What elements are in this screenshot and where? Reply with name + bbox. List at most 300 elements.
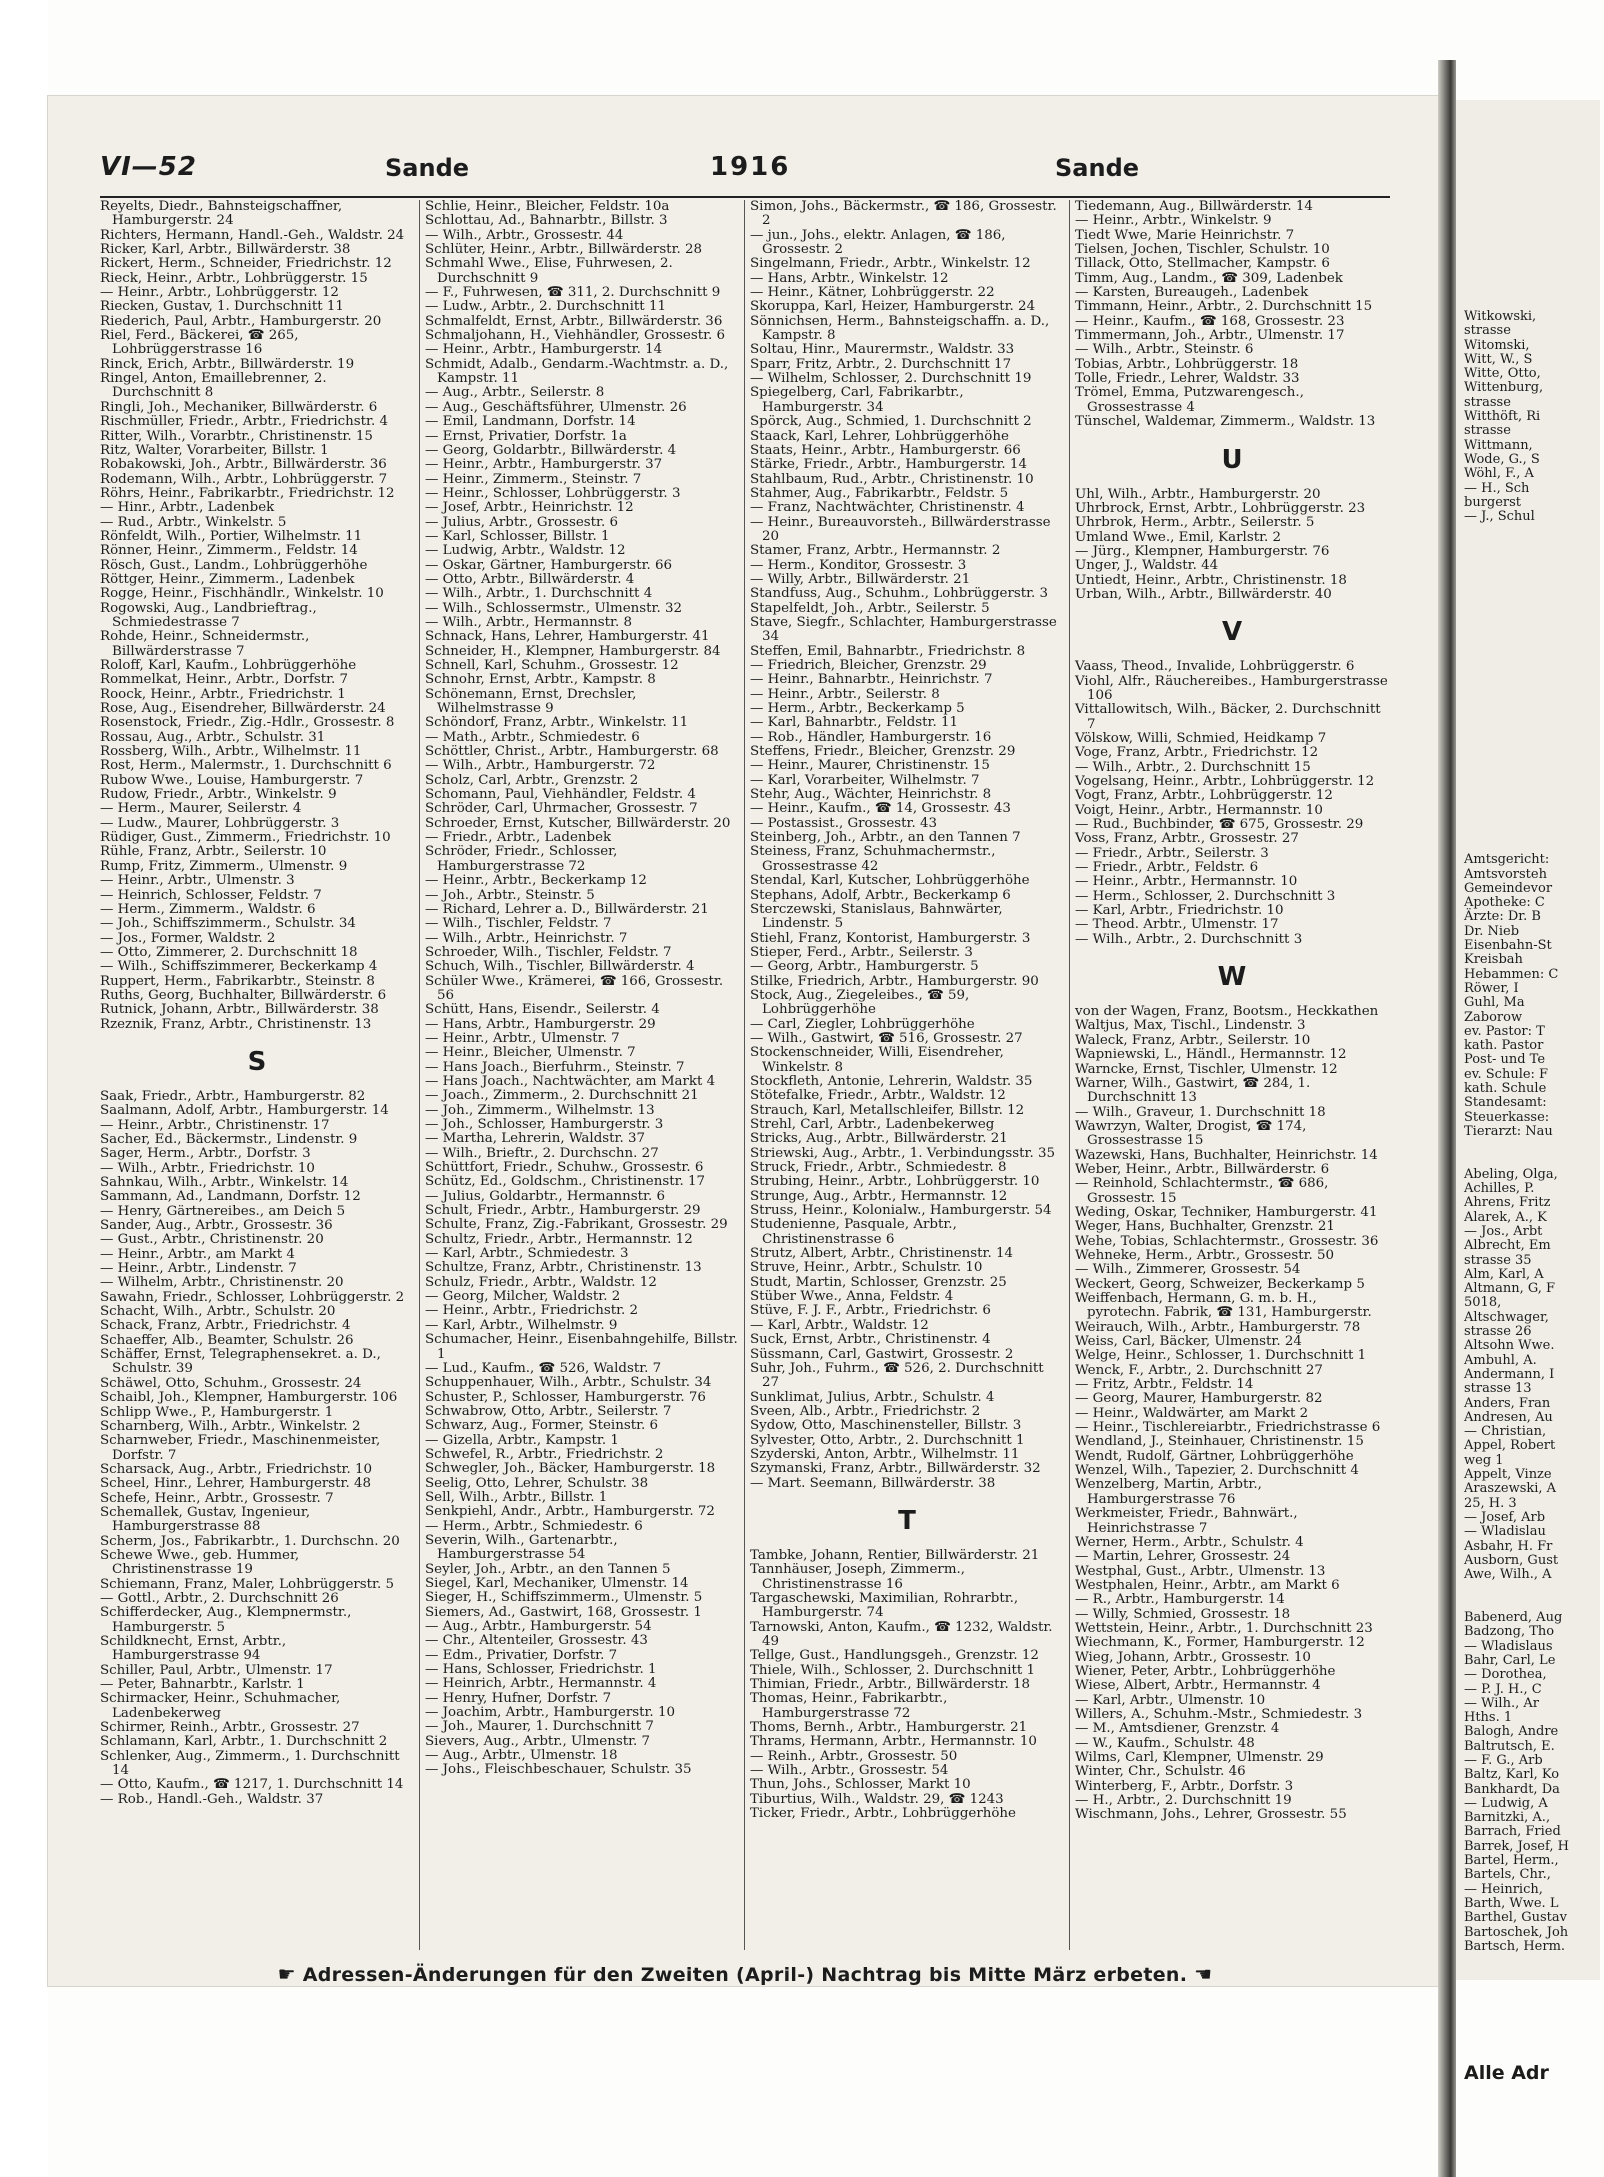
facing-page-line (1464, 768, 1604, 782)
directory-entry: Rinck, Erich, Arbtr., Billwärderstr. 19 (100, 356, 355, 372)
directory-entry: Rickert, Herm., Schneider, Friedrichstr. 12 (100, 256, 392, 272)
facing-page-line (1464, 610, 1604, 624)
directory-entry: Sieger, H., Schiffszimmerm., Ulmenstr. 5 (425, 1590, 703, 1606)
facing-page-line: Witte, Otto, (1464, 366, 1541, 382)
directory-entry: Suck, Ernst, Arbtr., Christinenstr. 4 (750, 1332, 991, 1348)
directory-entry: — Georg, Milcher, Waldstr. 2 (425, 1289, 621, 1305)
directory-entry: Seyler, Joh., Arbtr., an den Tannen 5 (425, 1561, 671, 1577)
directory-entry: Waleck, Franz, Arbtr., Seilerstr. 10 (1075, 1032, 1311, 1048)
directory-entry: — Heinr., Kätner, Lohbrüggerstr. 22 (750, 285, 995, 301)
facing-page-line: — F. G., Arb (1464, 1752, 1543, 1768)
directory-entry: Schlamann, Karl, Arbtr., 1. Durchschnitt 2 (100, 1734, 388, 1750)
facing-page-line: strasse (1464, 394, 1511, 410)
directory-entry: Unger, J., Waldstr. 44 (1075, 558, 1219, 574)
directory-entry: Schwefel, R., Arbtr., Friedrichstr. 2 (425, 1446, 664, 1462)
directory-entry: — Karl, Arbtr., Schmiedestr. 3 (425, 1246, 629, 1262)
directory-entry: — jun., Johs., elektr. Anlagen, ☎ 186, Grossestr. 2 (750, 227, 1006, 258)
facing-page-line: Wode, G., S (1464, 451, 1540, 467)
directory-entry: Roloff, Karl, Kaufm., Lohbrüggerhöhe (100, 658, 357, 673)
facing-page-line: Witthöft, Ri (1464, 409, 1541, 425)
directory-entry: Thomas, Heinr., Fabrikarbtr., Hamburgerstrasse 72 (750, 1691, 948, 1721)
directory-entry: — Wilh., Arbtr., Hamburgerstr. 72 (425, 758, 656, 774)
facing-page-line: Badzong, Tho (1464, 1624, 1555, 1640)
directory-entry: — Julius, Goldarbtr., Hermannstr. 6 (425, 1188, 666, 1204)
directory-entry: — Wilh., Arbtr., 2. Durchschnitt 15 (1075, 759, 1311, 775)
directory-entry: Schiller, Paul, Arbtr., Ulmenstr. 17 (100, 1662, 333, 1678)
directory-entry: Stärke, Friedr., Arbtr., Hamburgerstr. 14 (750, 457, 1027, 473)
directory-entry: Schnell, Karl, Schuhm., Grossestr. 12 (425, 658, 679, 673)
directory-entry: Struve, Heinr., Arbtr., Schulstr. 10 (750, 1260, 983, 1276)
directory-entry: Westphalen, Heinr., Arbtr., am Markt 6 (1075, 1577, 1340, 1593)
directory-entry: Scholz, Carl, Arbtr., Grenzstr. 2 (425, 772, 639, 788)
directory-entry: — Ernst, Privatier, Dorfstr. 1a (425, 428, 627, 444)
directory-entry: — Herm., Arbtr., Beckerkamp 5 (750, 701, 965, 717)
directory-entry: Severin, Wilh., Gartenarbtr., Hamburgerstrasse 54 (425, 1532, 618, 1563)
facing-page-line: 25, H. 3 (1464, 1495, 1517, 1511)
facing-page-line: Altmann, G, F (1464, 1281, 1556, 1297)
directory-entry: Sievers, Aug., Arbtr., Ulmenstr. 7 (425, 1733, 651, 1749)
directory-entry: — Hans Joach., Nachtwächter, am Markt 4 (425, 1073, 716, 1089)
pointing-hand-right-icon: ☚ (1194, 1962, 1213, 1986)
facing-page-line: Barth, Wwe. L (1464, 1895, 1559, 1911)
directory-entry: Wieg, Johann, Arbtr., Grossestr. 10 (1075, 1649, 1311, 1665)
page-footer (100, 1962, 1390, 1986)
directory-entry: Rischmüller, Friedr., Arbtr., Friedrichstr. 4 (100, 414, 388, 430)
facing-page-line (1464, 667, 1604, 681)
directory-entry: Stamer, Franz, Arbtr., Hermannstr. 2 (750, 543, 1001, 559)
facing-page-line (1464, 739, 1604, 753)
directory-entry: Wiechmann, K., Former, Hamburgerstr. 12 (1075, 1635, 1365, 1651)
facing-page-line (1464, 810, 1604, 824)
facing-page-line (1464, 582, 1604, 596)
facing-page-line: — Ludwig, A (1464, 1795, 1548, 1811)
directory-entry: — Wilh., Graveur, 1. Durchschnitt 18 (1075, 1104, 1326, 1120)
directory-entry: Sparr, Fritz, Arbtr., 2. Durchschnitt 17 (750, 356, 1012, 372)
directory-entry: Schefe, Heinr., Arbtr., Grossestr. 7 (100, 1490, 334, 1506)
facing-page-line (1464, 725, 1604, 739)
facing-page-line: Ärzte: Dr. B (1464, 909, 1541, 925)
directory-entry: Wenzel, Wilh., Tapezier, 2. Durchschnitt 4 (1075, 1463, 1359, 1479)
directory-entry: Sager, Herm., Arbtr., Dorfstr. 3 (100, 1146, 311, 1162)
directory-entry: Rutnick, Johann, Arbtr., Billwärderstr. 38 (100, 1002, 379, 1018)
directory-entry: Ruppert, Herm., Fabrikarbtr., Steinstr. 8 (100, 973, 375, 989)
directory-entry: Staats, Heinr., Arbtr., Hamburgerstr. 66 (750, 442, 1021, 458)
directory-entry: — Karl, Arbtr., Friedrichstr. 10 (1075, 903, 1284, 919)
directory-entry: — Carl, Ziegler, Lohbrüggerhöhe (750, 1016, 975, 1032)
directory-entry: Stendal, Karl, Kutscher, Lohbrüggerhöhe (750, 873, 1030, 889)
facing-page (1456, 100, 1600, 2084)
directory-entry: Rudow, Friedr., Arbtr., Winkelstr. 9 (100, 787, 337, 803)
facing-page-line: strasse 13 (1464, 1381, 1532, 1397)
directory-entry: Stieper, Ferd., Arbtr., Seilerstr. 3 (750, 944, 973, 960)
directory-entry: — Karl, Arbtr., Ulmenstr. 10 (1075, 1692, 1266, 1708)
directory-entry: — Heinr., Bahnarbtr., Heinrichstr. 7 (750, 672, 993, 688)
facing-page-line: Bahr, Carl, Le (1464, 1652, 1556, 1668)
directory-entry: Sylvester, Otto, Arbtr., 2. Durchschnitt 1 (750, 1432, 1025, 1448)
directory-entry: — Henry, Gärtnereibes., am Deich 5 (100, 1203, 346, 1219)
facing-page-line: Eisenbahn-St (1464, 938, 1552, 954)
directory-entry: Schirmacker, Heinr., Schuhmacher, Ladenbekerweg (100, 1691, 341, 1721)
directory-entry: von der Wagen, Franz, Bootsm., Heckkathen (1075, 1004, 1379, 1020)
directory-entry: Wendland, J., Steinhauer, Christinenstr. 15 (1075, 1434, 1364, 1450)
directory-entry: Uhrbrok, Herm., Arbtr., Seilerstr. 5 (1075, 515, 1315, 531)
directory-entry: Szyderski, Anton, Arbtr., Wilhelmstr. 11 (750, 1446, 1020, 1462)
directory-entry: Szymanski, Franz, Arbtr., Billwärderstr. 32 (750, 1461, 1041, 1477)
directory-entry: Skoruppa, Karl, Heizer, Hamburgerstr. 24 (750, 299, 1036, 315)
directory-entry: Rodemann, Wilh., Arbtr., Lohbrüggerstr. 7 (100, 471, 388, 487)
facing-page-footer: Alle Adr (1464, 2062, 1549, 2084)
directory-entry: Schroeder, Ernst, Kutscher, Billwärderstr. 20 (425, 815, 731, 831)
column-divider (1069, 200, 1070, 1950)
directory-entry: — W., Kaufm., Schulstr. 48 (1075, 1735, 1255, 1751)
directory-entry: Wazewski, Hans, Buchhalter, Heinrichstr. 14 (1075, 1147, 1378, 1163)
directory-entry: Schütz, Ed., Goldschm., Christinenstr. 17 (425, 1174, 706, 1190)
directory-entry: — F., Fuhrwesen, ☎ 311, 2. Durchschnitt 9 (425, 285, 721, 301)
directory-entry: Schüler Wwe., Krämerei, ☎ 166, Grossestr. 56 (425, 973, 724, 1003)
directory-entry: Stüve, F. J. F., Arbtr., Friedrichstr. 6 (750, 1303, 991, 1319)
facing-page-line: Balogh, Andre (1464, 1724, 1559, 1740)
directory-entry: Schulte, Franz, Zig.-Fabrikant, Grossestr. 29 (425, 1217, 728, 1233)
directory-entry: — Rud., Buchbinder, ☎ 675, Grossestr. 29 (1075, 817, 1364, 833)
directory-entry: Wischmann, Johs., Lehrer, Grossestr. 55 (1075, 1807, 1347, 1823)
directory-entry: — Richard, Lehrer a. D., Billwärderstr. 21 (425, 901, 709, 917)
directory-entry: Saak, Friedr., Arbtr., Hamburgerstr. 82 (100, 1088, 366, 1104)
directory-entry: — Wilh., Tischler, Feldstr. 7 (425, 916, 612, 932)
directory-entry: Rommelkat, Heinr., Arbtr., Dorfstr. 7 (100, 672, 349, 688)
directory-entry: — Wilh., Arbtr., Heinrichstr. 7 (425, 930, 628, 946)
directory-entry: — Oskar, Gärtner, Hamburgerstr. 66 (425, 557, 673, 573)
directory-entry: Strehl, Carl, Arbtr., Ladenbekerweg (750, 1117, 995, 1132)
directory-entry: Tielsen, Jochen, Tischler, Schulstr. 10 (1075, 242, 1330, 258)
directory-entry: Welge, Heinr., Schlosser, 1. Durchschnitt 1 (1075, 1348, 1367, 1364)
directory-entry: — Friedr., Arbtr., Ladenbek (425, 830, 612, 846)
facing-page-line (1464, 682, 1604, 696)
facing-page-line: ev. Schule: F (1464, 1066, 1549, 1082)
directory-entry: Roock, Heinr., Arbtr., Friedrichstr. 1 (100, 686, 346, 702)
facing-page-line (1464, 539, 1604, 553)
directory-entry: Rosenstock, Friedr., Zig.-Hdlr., Grossestr. 8 (100, 715, 395, 731)
directory-entry: — Friedrich, Bleicher, Grenzstr. 29 (750, 658, 987, 673)
directory-entry: Timmermann, Joh., Arbtr., Ulmenstr. 17 (1075, 328, 1345, 344)
facing-page-line: Altsohn Wwe. (1464, 1338, 1555, 1354)
directory-entry: Spiegelberg, Carl, Fabrikarbtr., Hamburgerstr. 34 (750, 385, 964, 415)
directory-entry: — Reinhold, Schlachtermstr., ☎ 686, Grossestr. 15 (1075, 1176, 1329, 1206)
directory-entry: Stricks, Aug., Arbtr., Billwärderstr. 21 (750, 1131, 1008, 1147)
column-3 (750, 200, 1064, 1950)
directory-entry: Scherm, Jos., Fabrikarbtr., 1. Durchschn. 20 (100, 1533, 400, 1549)
directory-entry: Rump, Fritz, Zimmerm., Ulmenstr. 9 (100, 858, 348, 874)
directory-entry: Völskow, Willi, Schmied, Heidkamp 7 (1075, 730, 1327, 746)
directory-entry: Thrams, Hermann, Arbtr., Hermannstr. 10 (750, 1734, 1037, 1750)
directory-entry: Voss, Franz, Arbtr., Grossestr. 27 (1075, 831, 1299, 847)
directory-entry: Schöttler, Christ., Arbtr., Hamburgerstr. 68 (425, 744, 719, 760)
directory-entry: — Georg, Arbtr., Hamburgerstr. 5 (750, 959, 979, 975)
directory-entry: — Theod. Arbtr., Ulmenstr. 17 (1075, 917, 1279, 933)
directory-entry: Stötefalke, Friedr., Arbtr., Waldstr. 12 (750, 1088, 1006, 1104)
directory-entry: — Herm., Schlosser, 2. Durchschnitt 3 (1075, 888, 1336, 904)
facing-page-line: Ausborn, Gust (1464, 1552, 1559, 1568)
directory-entry: Schönemann, Ernst, Drechsler, Wilhelmstrasse 9 (425, 686, 637, 717)
directory-entry: — Jürg., Klempner, Hamburgerstr. 76 (1075, 543, 1330, 559)
directory-entry: — Heinr., Arbtr., Ulmenstr. 3 (100, 873, 295, 889)
section-letter: T (898, 1505, 916, 1536)
directory-entry: — Herm., Zimmerm., Waldstr. 6 (100, 901, 316, 917)
directory-entry: Ritter, Wilh., Vorarbtr., Christinenstr. 15 (100, 428, 373, 444)
facing-page-line (1464, 553, 1604, 567)
directory-entry: Standfuss, Aug., Schuhm., Lohbrüggerstr. 3 (750, 586, 1049, 602)
directory-entry: Werkmeister, Friedr., Bahnwärt., Heinrichstrasse 7 (1075, 1506, 1298, 1536)
directory-entry: Rossau, Aug., Arbtr., Schulstr. 31 (100, 729, 326, 745)
directory-entry: Staack, Karl, Lehrer, Lohbrüggerhöhe (750, 428, 1009, 444)
directory-entry: — Gust., Arbtr., Christinenstr. 20 (100, 1232, 324, 1248)
directory-entry: — Wilh., Schiffszimmerer, Beckerkamp 4 (100, 959, 378, 975)
directory-entry: — Rob., Handl.-Geh., Waldstr. 37 (100, 1791, 324, 1807)
directory-entry: — Heinr., Arbtr., Friedrichstr. 2 (425, 1303, 639, 1319)
directory-entry: — Karsten, Bureaugeh., Ladenbek (1075, 285, 1309, 301)
directory-entry: Schöndorf, Franz, Arbtr., Winkelstr. 11 (425, 715, 689, 731)
directory-entry: Untiedt, Heinr., Arbtr., Christinenstr. 18 (1075, 572, 1347, 588)
directory-entry: — Martha, Lehrerin, Waldstr. 37 (425, 1131, 646, 1147)
directory-columns (100, 200, 1390, 1950)
directory-entry: Winterberg, F., Arbtr., Dorfstr. 3 (1075, 1778, 1294, 1794)
directory-entry: Rossberg, Wilh., Arbtr., Wilhelmstr. 11 (100, 744, 362, 760)
directory-entry: — Heinr., Arbtr., am Markt 4 (100, 1246, 295, 1262)
directory-entry: Schäwel, Otto, Schuhm., Grossestr. 24 (100, 1375, 362, 1391)
directory-entry: — Heinrich, Arbtr., Hermannstr. 4 (425, 1676, 657, 1692)
directory-entry: — Math., Arbtr., Schmiedestr. 6 (425, 729, 640, 745)
directory-entry: Schmaljohann, H., Viehhändler, Grossestr. 6 (425, 328, 726, 344)
facing-page-line (1464, 653, 1604, 667)
column-1 (100, 200, 414, 1950)
facing-page-line: Wittenburg, (1464, 380, 1544, 396)
directory-entry: Struck, Friedr., Arbtr., Schmiedestr. 8 (750, 1160, 1007, 1176)
facing-page-line: Amtsvorsteh (1464, 866, 1547, 882)
directory-entry: — Heinr., Schlosser, Lohbrüggerstr. 3 (425, 485, 681, 501)
directory-entry: — Reinh., Arbtr., Grossestr. 50 (750, 1748, 958, 1764)
directory-entry: — Wilh., Arbtr., Friedrichstr. 10 (100, 1160, 315, 1176)
facing-page-line: Baltz, Karl, Ko (1464, 1767, 1560, 1783)
directory-entry: Warncke, Ernst, Tischler, Ulmenstr. 12 (1075, 1061, 1338, 1077)
facing-page-line: Witt, W., S (1464, 351, 1533, 367)
directory-entry: — Joh., Schiffszimmerm., Schulstr. 34 (100, 916, 356, 932)
directory-entry: — Heinr., Bureauvorsteh., Billwärderstrasse 20 (750, 514, 1051, 544)
directory-entry: Tiburtius, Wilh., Waldstr. 29, ☎ 1243 (750, 1791, 1004, 1807)
directory-entry: — Heinr., Arbtr., Hermannstr. 10 (1075, 874, 1298, 890)
directory-entry: — Karl, Schlosser, Billstr. 1 (425, 528, 610, 544)
directory-entry: Schlüter, Heinr., Arbtr., Billwärderstr. 28 (425, 242, 703, 258)
section-letter: W (1217, 962, 1247, 993)
directory-entry: Vaass, Theod., Invalide, Lohbrüggerstr. 6 (1075, 659, 1355, 675)
directory-entry: — Hans, Schlosser, Friedrichstr. 1 (425, 1662, 657, 1678)
facing-page-line: Baltrutsch, E. (1464, 1738, 1555, 1754)
running-head-year: 1916 (710, 152, 791, 182)
directory-entry: Tambke, Johann, Rentier, Billwärderstr. 21 (750, 1547, 1040, 1563)
directory-entry: Urban, Wilh., Arbtr., Billwärderstr. 40 (1075, 586, 1332, 602)
directory-entry: — Heinr., Waldwärter, am Markt 2 (1075, 1405, 1309, 1421)
directory-entry: Steffens, Friedr., Bleicher, Grenzstr. 29 (750, 744, 1016, 760)
directory-entry: Siemers, Ad., Gastwirt, 168, Grossestr. 1 (425, 1604, 702, 1620)
directory-entry: Rubow Wwe., Louise, Hamburgerstr. 7 (100, 772, 364, 788)
scan-margin (0, 0, 48, 2177)
directory-entry: — R., Arbtr., Hamburgerstr. 14 (1075, 1592, 1285, 1608)
facing-page-line: Hths. 1 (1464, 1710, 1513, 1726)
directory-entry: Sönnichsen, Herm., Bahnsteigschaffn. a. D., Kampstr. 8 (750, 313, 1050, 344)
facing-page-line: Altschwager, (1464, 1309, 1549, 1325)
directory-entry: Rose, Aug., Eisendreher, Billwärderstr. 24 (100, 701, 386, 717)
directory-entry: Stave, Siegfr., Schlachter, Hamburgerstrasse 34 (750, 614, 1057, 645)
directory-entry: — Willy, Schmied, Grossestr. 18 (1075, 1606, 1291, 1622)
directory-entry: — Ludw., Arbtr., 2. Durchschnitt 11 (425, 299, 666, 315)
directory-entry: Strutz, Albert, Arbtr., Christinenstr. 14 (750, 1246, 1013, 1262)
directory-entry: Wendt, Rudolf, Gärtner, Lohbrüggerhöhe (1075, 1448, 1354, 1464)
directory-entry: — Postassist., Grossestr. 43 (750, 815, 938, 831)
directory-entry: — Gizella, Arbtr., Kampstr. 1 (425, 1432, 619, 1448)
directory-entry: Schack, Franz, Arbtr., Friedrichstr. 4 (100, 1318, 351, 1334)
directory-entry: Weckert, Georg, Schweizer, Beckerkamp 5 (1075, 1276, 1365, 1292)
directory-entry: Schulz, Friedr., Arbtr., Waldstr. 12 (425, 1274, 657, 1290)
directory-entry: Ritz, Walter, Vorarbeiter, Billstr. 1 (100, 442, 329, 458)
directory-entry: Schmahl Wwe., Elise, Fuhrwesen, 2. Durchschnitt 9 (425, 256, 673, 286)
directory-entry: Schumacher, Heinr., Eisenbahngehilfe, Billstr. 1 (425, 1332, 738, 1362)
facing-page-line: — H., Sch (1464, 480, 1530, 496)
directory-entry: Thimian, Friedr., Arbtr., Billwärderstr. 18 (750, 1677, 1030, 1693)
directory-entry: — Aug., Geschäftsführer, Ulmenstr. 26 (425, 399, 687, 415)
directory-entry: Schultze, Franz, Arbtr., Christinenstr. 13 (425, 1260, 702, 1276)
facing-page-line (1464, 625, 1604, 639)
facing-page-line (1464, 782, 1604, 796)
directory-entry: Schwarz, Aug., Former, Steinstr. 6 (425, 1418, 659, 1434)
facing-page-line: burgerst (1464, 494, 1522, 510)
directory-entry: Tannhäuser, Joseph, Zimmerm., Christinenstrasse 16 (750, 1562, 966, 1592)
facing-page-line (1464, 567, 1604, 581)
directory-entry: Westphal, Gust., Arbtr., Ulmenstr. 13 (1075, 1563, 1326, 1579)
directory-entry: Süssmann, Carl, Gastwirt, Grossestr. 2 (750, 1346, 1014, 1362)
facing-page-line: Ambuhl, A. (1464, 1352, 1537, 1368)
facing-page-line (1464, 753, 1604, 767)
directory-entry: Stiehl, Franz, Kontorist, Hamburgerstr. 3 (750, 930, 1031, 946)
directory-entry: — Joh., Zimmerm., Wilhelmstr. 13 (425, 1102, 655, 1118)
directory-entry: Saalmann, Adolf, Arbtr., Hamburgerstr. 14 (100, 1103, 389, 1119)
directory-entry: Sander, Aug., Arbtr., Grossestr. 36 (100, 1218, 333, 1234)
directory-entry: — Heinr., Arbtr., Lindenstr. 7 (100, 1261, 297, 1277)
directory-entry: — Karl, Bahnarbtr., Feldstr. 11 (750, 715, 959, 731)
facing-page-line: Witkowski, (1464, 309, 1537, 324)
facing-page-line (1464, 1154, 1604, 1168)
directory-entry: — Wilh., Arbtr., Steinstr. 6 (1075, 342, 1254, 358)
directory-entry: Struss, Heinr., Kolonialw., Hamburgerstr. 54 (750, 1203, 1052, 1219)
facing-page-line: Bartoschek, Joh (1464, 1924, 1569, 1940)
directory-entry: Wawrzyn, Walter, Drogist, ☎ 174, Grossestrasse 15 (1075, 1118, 1307, 1149)
directory-entry: — Herm., Konditor, Grossestr. 3 (750, 557, 967, 573)
facing-page-line: Standesamt: (1464, 1095, 1547, 1111)
directory-entry: — Wilhelm, Schlosser, 2. Durchschnitt 19 (750, 371, 1032, 387)
directory-entry: Schmalfeldt, Ernst, Arbtr., Billwärderstr. 36 (425, 313, 723, 329)
page-number: VI—52 (100, 152, 197, 182)
directory-entry: Weber, Heinr., Arbtr., Billwärderstr. 6 (1075, 1161, 1330, 1177)
directory-entry: — Gottl., Arbtr., 2. Durchschnitt 26 (100, 1590, 339, 1606)
facing-page-line: — P. J. H., C (1464, 1681, 1542, 1697)
directory-entry: Stüber Wwe., Anna, Feldstr. 4 (750, 1289, 954, 1305)
directory-entry: Wehneke, Herm., Arbtr., Grossestr. 50 (1075, 1247, 1335, 1263)
directory-entry: — Wilh., Zimmerer, Grossestr. 54 (1075, 1262, 1301, 1278)
directory-entry: — Wilh., Schlossermstr., Ulmenstr. 32 (425, 600, 683, 616)
directory-entry: Ticker, Friedr., Arbtr., Lohbrüggerhöhe (750, 1806, 1016, 1822)
directory-entry: Seelig, Otto, Lehrer, Schulstr. 38 (425, 1475, 649, 1491)
facing-page-line: Tierarzt: Nau (1464, 1123, 1553, 1139)
directory-entry: Schultz, Friedr., Arbtr., Hermannstr. 12 (425, 1231, 693, 1247)
directory-entry: Weding, Oskar, Techniker, Hamburgerstr. 41 (1075, 1204, 1378, 1220)
directory-entry: Robakowski, Joh., Arbtr., Billwärderstr. 36 (100, 457, 387, 473)
directory-entry: — Joach., Zimmerm., 2. Durchschnitt 21 (425, 1088, 699, 1104)
directory-entry: — Heinr., Kaufm., ☎ 14, Grossestr. 43 (750, 801, 1011, 817)
directory-entry: — Emil, Landmann, Dorfstr. 14 (425, 414, 636, 430)
directory-entry: Rohde, Heinr., Schneidermstr., Billwärderstrasse 7 (100, 629, 310, 659)
directory-entry: — Herm., Maurer, Seilerstr. 4 (100, 801, 302, 817)
facing-page-line: strasse (1464, 323, 1511, 339)
directory-entry: — Joh., Schlosser, Hamburgerstr. 3 (425, 1117, 664, 1132)
directory-entry: Scharnweber, Friedr., Maschinenmeister, Dorfstr. 7 (100, 1433, 381, 1463)
directory-entry: — Wilh., Arbtr., Hermannstr. 8 (425, 614, 633, 630)
directory-entry: — Heinr., Arbtr., Ulmenstr. 7 (425, 1030, 620, 1046)
facing-page-line: weg 1 (1464, 1452, 1504, 1468)
directory-entry: Vogt, Franz, Arbtr., Lohbrüggerstr. 12 (1075, 788, 1333, 804)
directory-entry: Striewski, Aug., Arbtr., 1. Verbindungsstr. 35 (750, 1145, 1056, 1161)
directory-entry: Tillack, Otto, Stellmacher, Kampstr. 6 (1075, 256, 1330, 272)
facing-page-line: — Jos., Arbt (1464, 1224, 1543, 1239)
facing-page-line: Hebammen: C (1464, 966, 1559, 982)
directory-entry: Stapelfeldt, Joh., Arbtr., Seilerstr. 5 (750, 600, 990, 616)
facing-page-line: Bartels, Chr., (1464, 1867, 1551, 1883)
directory-entry: Sammann, Ad., Landmann, Dorfstr. 12 (100, 1189, 361, 1205)
facing-page-line: 5018, (1464, 1295, 1502, 1311)
directory-entry: Schaeffer, Alb., Beamter, Schulstr. 26 (100, 1332, 354, 1348)
book-gutter (1438, 60, 1456, 2177)
facing-page-line (1464, 839, 1604, 853)
directory-entry: — Heinr., Arbtr., Seilerstr. 8 (750, 686, 940, 702)
directory-entry: Schneider, H., Klempner, Hamburgerstr. 84 (425, 643, 721, 659)
directory-entry: Scharnberg, Wilh., Arbtr., Winkelstr. 2 (100, 1418, 361, 1434)
facing-page-line: Alarek, A., K (1464, 1209, 1547, 1225)
facing-page-line: — Christian, (1464, 1424, 1547, 1440)
directory-entry: Stockfleth, Antonie, Lehrerin, Waldstr. 35 (750, 1073, 1033, 1089)
directory-entry: Wenck, F., Arbtr., 2. Durchschnitt 27 (1075, 1362, 1323, 1378)
directory-entry: — Chr., Altenteiler, Grossestr. 43 (425, 1633, 648, 1649)
facing-page-line: — Dorothea, (1464, 1667, 1547, 1683)
directory-entry: Stahlbaum, Rud., Arbtr., Christinenstr. 10 (750, 471, 1034, 487)
directory-entry: Schaibl, Joh., Klempner, Hamburgerstr. 106 (100, 1390, 398, 1406)
directory-entry: — Heinr., Arbtr., Christinenstr. 17 (100, 1117, 330, 1133)
directory-entry: — Ludw., Maurer, Lohbrüggerstr. 3 (100, 815, 340, 831)
directory-entry: Stock, Aug., Ziegeleibes., ☎ 59, Lohbrüggerhöhe (750, 987, 970, 1018)
directory-entry: Schroeder, Wilh., Tischler, Feldstr. 7 (425, 944, 672, 960)
directory-entry: Tarnowski, Anton, Kaufm., ☎ 1232, Waldstr. 49 (750, 1619, 1053, 1649)
directory-entry: — Heinr., Bleicher, Ulmenstr. 7 (425, 1045, 636, 1061)
directory-entry: Rost, Herm., Malermstr., 1. Durchschnitt 6 (100, 758, 392, 774)
directory-entry: Wehe, Tobias, Schlachtermstr., Grossestr. 36 (1075, 1233, 1379, 1249)
directory-entry: Warner, Wilh., Gastwirt, ☎ 284, 1. Durchschnitt 13 (1075, 1075, 1311, 1106)
directory-entry: — Hans, Arbtr., Winkelstr. 12 (750, 270, 949, 286)
directory-entry: Ringli, Joh., Mechaniker, Billwärderstr. 6 (100, 399, 378, 415)
directory-entry: — Karl, Arbtr., Wilhelmstr. 9 (425, 1317, 618, 1333)
directory-entry: Schifferdecker, Aug., Klempnermstr., Hamburgerstr. 5 (100, 1605, 352, 1635)
facing-page-line: Awe, Wilh., A (1464, 1567, 1552, 1583)
footer-notice: Adressen-Änderungen für den Zweiten (April-) Nachtrag bis Mitte März erbeten. (302, 1964, 1188, 1986)
directory-entry: — Karl, Vorarbeiter, Wilhelmstr. 7 (750, 772, 980, 788)
directory-entry: Schröder, Carl, Uhrmacher, Grossestr. 7 (425, 801, 698, 817)
directory-entry: — Otto, Zimmerer, 2. Durchschnitt 18 (100, 944, 358, 960)
directory-entry: Winter, Chr., Schulstr. 46 (1075, 1764, 1246, 1780)
facing-page-line: Steuerkasse: (1464, 1109, 1550, 1125)
